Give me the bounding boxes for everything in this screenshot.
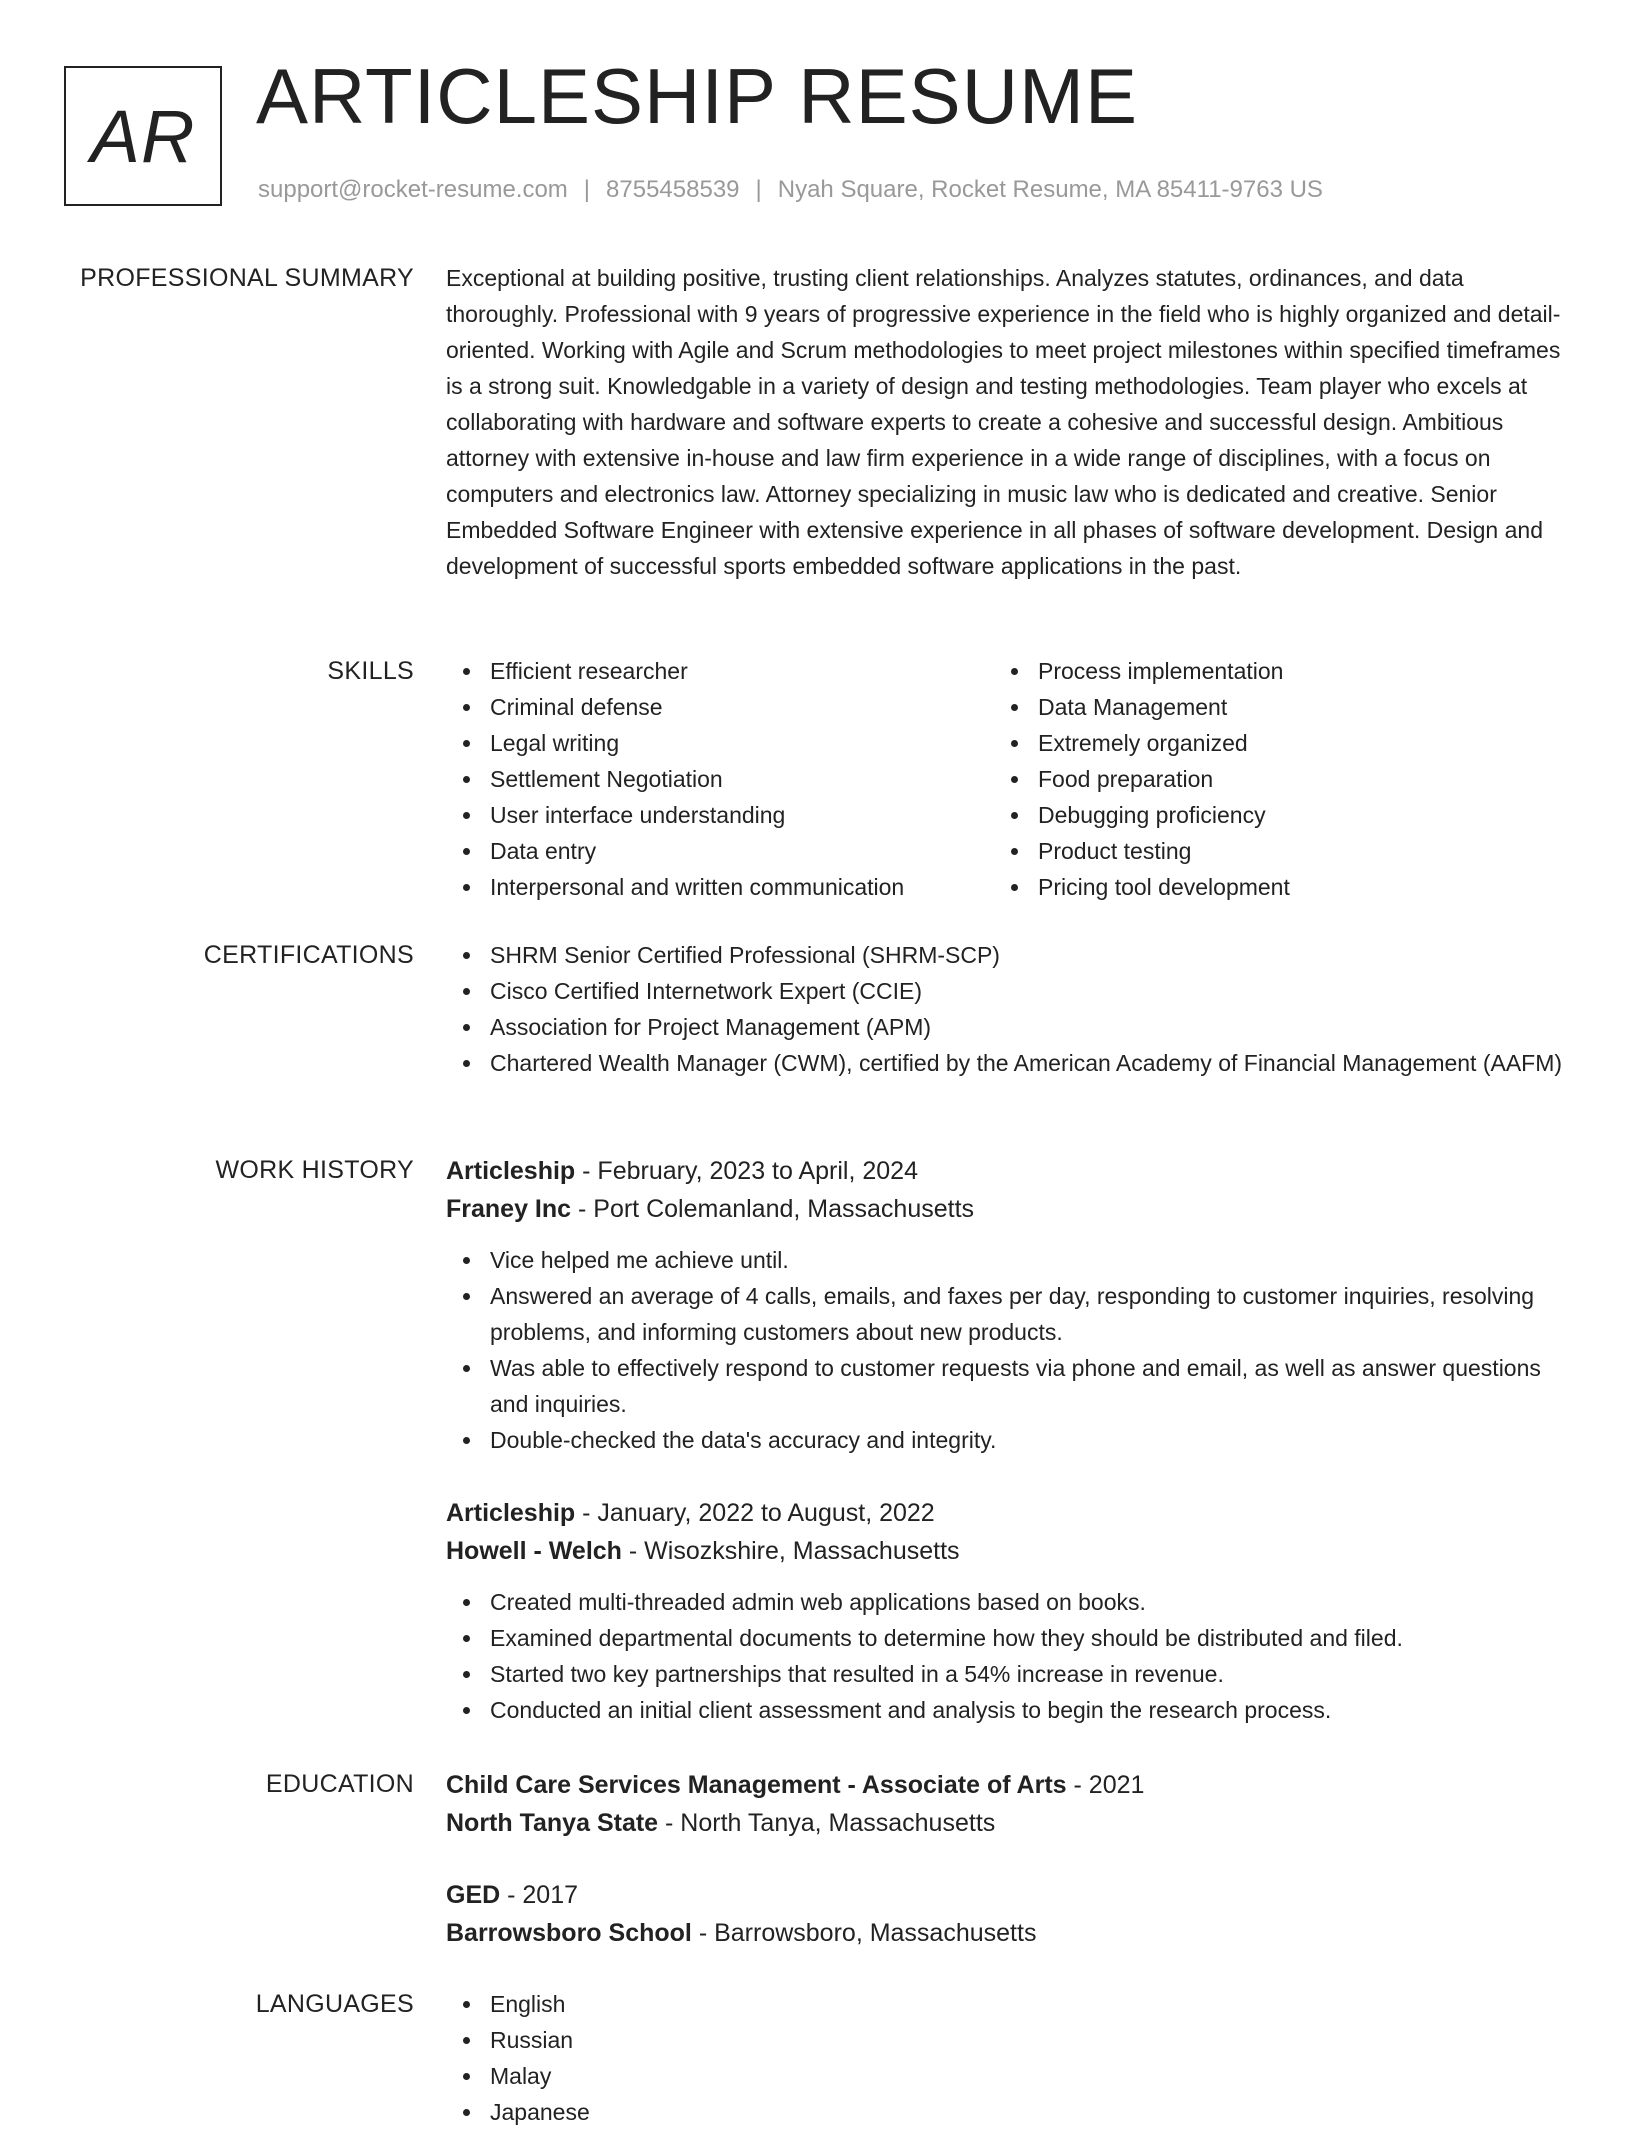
contact-line (258, 176, 1323, 204)
job-bullet: Created multi-threaded admin web applications based on books. (490, 1584, 1566, 1620)
certifications-content (446, 937, 1566, 1081)
education-degree: Child Care Services Management - Associate of Arts (446, 1771, 1067, 1799)
certification-item: SHRM Senior Certified Professional (SHRM-SCP) (490, 937, 1566, 973)
certification-item: Cisco Certified Internetwork Expert (CCIE) (490, 973, 1566, 1009)
job-bullet: Started two key partnerships that resulted in a 54% increase in revenue. (490, 1656, 1566, 1692)
education-degree: GED (446, 1881, 501, 1909)
skills-list-right (994, 653, 1290, 905)
job-company: Howell - Welch (446, 1537, 622, 1565)
language-item: English (490, 1986, 1566, 2022)
section-label-languages: LANGUAGES (255, 1990, 414, 2018)
resume-title: ARTICLESHIP RESUME (256, 52, 1139, 140)
job-location: - Wisozkshire, Massachusetts (621, 1537, 960, 1565)
education-school-line (446, 1804, 1566, 1842)
job-bullet: Vice helped me achieve until. (490, 1242, 1566, 1278)
skill-item: Efficient researcher (490, 653, 994, 689)
section-label-certifications: CERTIFICATIONS (203, 941, 414, 969)
education-school-line (446, 1914, 1566, 1952)
job-bullet: Double-checked the data's accuracy and integrity. (490, 1422, 1566, 1458)
contact-separator: | (755, 176, 762, 203)
job-title: Articleship (446, 1157, 576, 1185)
education-year: - 2017 (500, 1881, 579, 1909)
skill-item: Legal writing (490, 725, 994, 761)
contact-phone: 8755458539 (606, 176, 740, 203)
skill-item: Interpersonal and written communication (490, 869, 994, 905)
skill-item: User interface understanding (490, 797, 994, 833)
languages-content (446, 1986, 1566, 2130)
skills-list-left (446, 653, 994, 905)
language-item: Malay (490, 2058, 1566, 2094)
skill-item: Extremely organized (1038, 725, 1290, 761)
certification-item: Association for Project Management (APM) (490, 1009, 1566, 1045)
skill-item: Debugging proficiency (1038, 797, 1290, 833)
contact-address: Nyah Square, Rocket Resume, MA 85411-9763 US (777, 176, 1323, 203)
job-title: Articleship (446, 1499, 576, 1527)
skill-item: Process implementation (1038, 653, 1290, 689)
job-bullet: Examined departmental documents to determine how they should be distributed and filed. (490, 1620, 1566, 1656)
job-dates: - January, 2022 to August, 2022 (575, 1499, 935, 1527)
work-entry (446, 1494, 1566, 1728)
work-entry (446, 1152, 1566, 1458)
skill-item: Product testing (1038, 833, 1290, 869)
education-location: - Barrowsboro, Massachusetts (691, 1919, 1037, 1947)
job-bullet: Was able to effectively respond to customer requests via phone and email, as well as answer questions and inquiries. (490, 1350, 1566, 1422)
job-company-line (446, 1532, 1566, 1570)
summary-content (446, 260, 1566, 584)
section-label-work: WORK HISTORY (215, 1156, 414, 1184)
job-location: - Port Colemanland, Massachusetts (571, 1195, 975, 1223)
skill-item: Data entry (490, 833, 994, 869)
job-bullets (446, 1242, 1566, 1458)
languages-list (446, 1986, 1566, 2130)
language-item: Japanese (490, 2094, 1566, 2130)
skill-item: Data Management (1038, 689, 1290, 725)
section-label-skills: SKILLS (327, 657, 414, 685)
education-school: Barrowsboro School (446, 1919, 692, 1947)
certification-item: Chartered Wealth Manager (CWM), certified by the American Academy of Financial Management (AAFM) (490, 1045, 1566, 1081)
skill-item: Criminal defense (490, 689, 994, 725)
education-entry (446, 1876, 1566, 1952)
education-content (446, 1766, 1566, 1952)
summary-text: Exceptional at building positive, trusting client relationships. Analyzes statutes, ordinances, and data thoroughly. Professional with 9 years of progressive experience in the field who is highly organized and detail-oriented. Working with Agile and Scrum methodologies to meet project milestones within specified timeframes is a strong suit. Knowledgable in a variety of design and testing methodologies. Team player who excels at collaborating with hardware and software experts to create a cohesive and successful design. Ambitious attorney with extensive in-house and law firm experience in a wide range of disciplines, with a focus on computers and electronics law. Attorney specializing in music law who is dedicated and creative. Senior Embedded Software Engineer with extensive experience in all phases of software development. Design and development of successful sports embedded software applications in the past. (446, 265, 1561, 579)
section-label-education: EDUCATION (265, 1770, 414, 1798)
education-degree-line (446, 1876, 1566, 1914)
skill-item: Food preparation (1038, 761, 1290, 797)
monogram-initials: AR (90, 94, 196, 178)
job-bullet: Answered an average of 4 calls, emails, and faxes per day, responding to customer inquiries, resolving problems, and informing customers about new products. (490, 1278, 1566, 1350)
skill-item: Pricing tool development (1038, 869, 1290, 905)
skills-content (446, 653, 1566, 905)
education-degree-line (446, 1766, 1566, 1804)
job-bullets (446, 1584, 1566, 1728)
education-entry (446, 1766, 1566, 1842)
contact-email: support@rocket-resume.com (258, 176, 568, 203)
job-company: Franey Inc (446, 1195, 572, 1223)
job-dates: - February, 2023 to April, 2024 (575, 1157, 918, 1185)
job-company-line (446, 1190, 1566, 1228)
job-title-line (446, 1152, 1566, 1190)
education-year: - 2021 (1066, 1771, 1145, 1799)
job-bullet: Conducted an initial client assessment and analysis to begin the research process. (490, 1692, 1566, 1728)
skill-item: Settlement Negotiation (490, 761, 994, 797)
language-item: Russian (490, 2022, 1566, 2058)
education-school: North Tanya State (446, 1809, 659, 1837)
section-label-summary: PROFESSIONAL SUMMARY (80, 264, 414, 292)
certifications-list (446, 937, 1566, 1081)
education-location: - North Tanya, Massachusetts (658, 1809, 996, 1837)
monogram-badge (64, 66, 222, 206)
contact-separator: | (583, 176, 591, 203)
work-content (446, 1152, 1566, 1728)
job-title-line (446, 1494, 1566, 1532)
